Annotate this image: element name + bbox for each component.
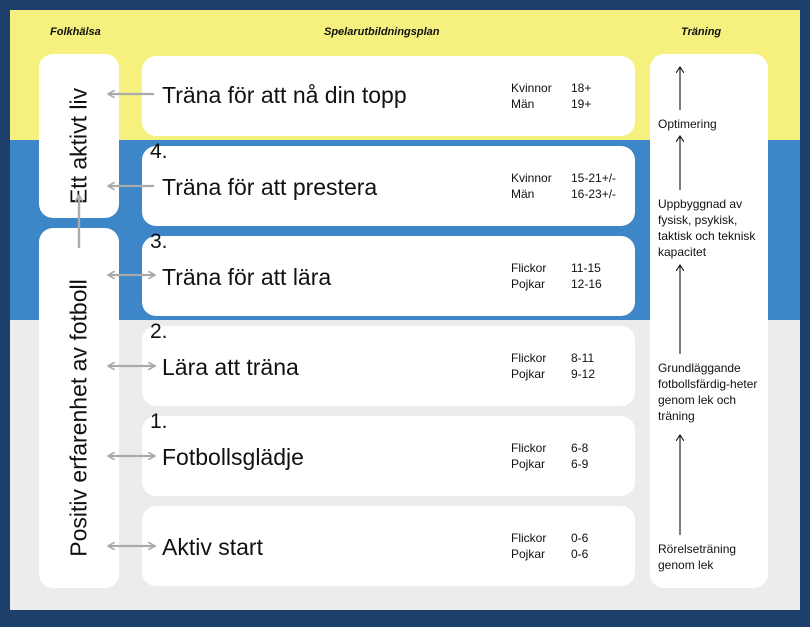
group-label: Män [511,97,535,111]
group-label: Flickor [511,261,547,275]
age-range: 16-23+/- [571,187,617,201]
age-range: 12-16 [571,277,602,291]
age-range: 9-12 [571,367,596,381]
active-life-label: Ett aktivt liv [65,87,92,205]
age-range: 19+ [571,97,592,111]
stage-title: Träna för att nå din topp [162,82,407,108]
stage-title: Lära att träna [162,354,299,380]
header-traning: Träning [681,26,722,38]
header-spelarutbildningsplan: Spelarutbildningsplan [324,26,440,38]
age-range: 15-21+/- [571,171,617,185]
stage-title: Aktiv start [162,534,263,560]
group-label: Flickor [511,441,547,455]
stage-number: 1. [150,410,168,433]
stage-title: Träna för att prestera [162,174,378,200]
training-label: Uppbyggnad av fysisk, psykisk, taktisk och teknisk kapacitet [658,197,756,259]
group-label: Pojkar [511,547,546,561]
age-range: 0-6 [571,547,589,561]
age-range: 6-8 [571,441,589,455]
group-label: Kvinnor [511,171,552,185]
group-label: Män [511,187,535,201]
age-range: 8-11 [571,351,595,365]
positive-experience-label: Positiv erfarenhet av fotboll [65,279,92,557]
group-label: Pojkar [511,457,546,471]
age-range: 18+ [571,81,592,95]
age-range: 0-6 [571,531,589,545]
stage-number: 3. [150,230,168,253]
connector-arrows [10,10,800,610]
stage-title: Fotbollsglädje [162,444,304,470]
age-range: 6-9 [571,457,589,471]
group-label: Pojkar [511,277,546,291]
group-label: Pojkar [511,367,546,381]
group-label: Flickor [511,531,547,545]
header-folkhalsa: Folkhälsa [50,26,101,38]
stage-number: 2. [150,320,168,343]
stage-title: Träna för att lära [162,264,332,290]
diagram-frame [10,10,800,610]
training-label: Grundläggande fotbollsfärdig-heter genom lek och träning [658,361,758,423]
training-label: Rörelseträning genom lek [658,542,737,572]
stage-number: 4. [150,140,168,163]
age-range: 11-15 [571,261,601,275]
training-label: Optimering [658,117,717,131]
group-label: Kvinnor [511,81,552,95]
group-label: Flickor [511,351,547,365]
